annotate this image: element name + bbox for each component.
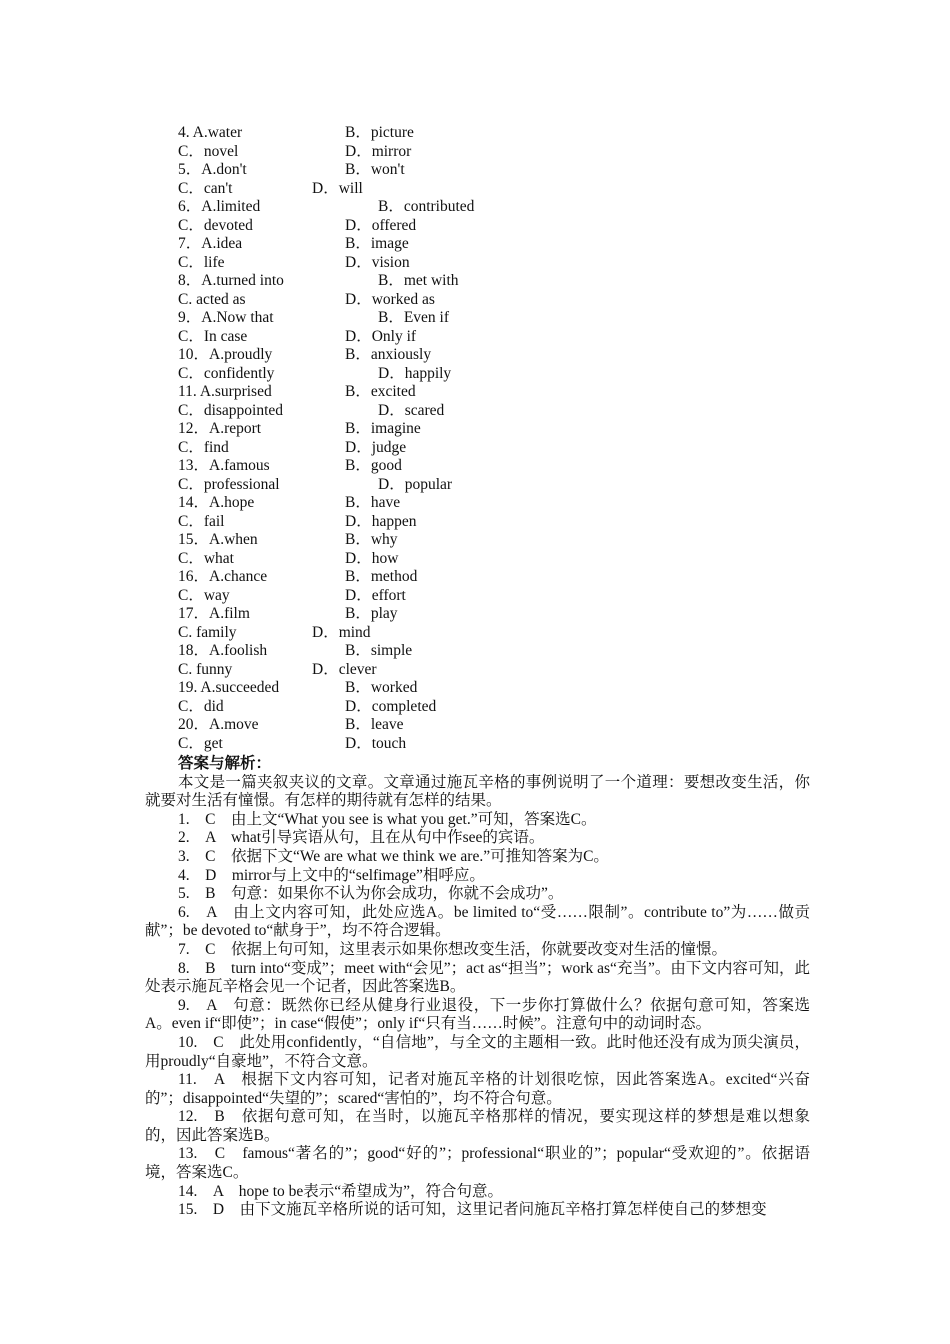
answer-item: 1. C 由上文“What you see is what you get.”可知，答案选C。: [178, 810, 597, 828]
option-left: 5．A.don't: [178, 161, 247, 178]
option-right: D．completed: [345, 697, 437, 715]
option-left: 9．A.Now that: [178, 309, 274, 326]
option-left: 19. A.succeeded: [178, 679, 280, 696]
option-row: [178, 309, 578, 328]
answer-item: 8. B turn into“变成”；meet with“会见”；act as“担当”；work as“充当”。由下文内容可知，此处表示施瓦辛格会见一个记者，因此答案选B。: [145, 959, 810, 996]
option-right: B．won't: [345, 161, 405, 178]
option-right: D．will: [312, 179, 363, 197]
answer-item: 10. C 此处用confidently，“自信地”，与全文的主题相一致。此时他还没有成为顶尖演员，用proudly“自豪地”，不符合文意。: [145, 1033, 810, 1070]
option-row: [178, 716, 578, 735]
option-row: [178, 346, 578, 365]
option-right: D．Only if: [345, 327, 417, 345]
answer-item: 13. C famous“著名的”；good“好的”；professional“职业的”；popular“受欢迎的”。依据语境，答案选C。: [145, 1145, 810, 1182]
option-row: [178, 531, 578, 550]
answer-item: 9. A 句意：既然你已经从健身行业退役，下一步你打算做什么？依据句意可知，答案选A。even if“即使”；in case“假使”；only if“只有当……时候”。注意句中的动词时态。: [145, 996, 810, 1033]
option-left: 7．A.idea: [178, 235, 243, 252]
answer-item: 6. A 由上文内容可知，此处应选A。be limited to“受……限制”。contribute to”为……做贡献”；be devoted to“献身于”，均不符合逻辑。: [145, 903, 810, 940]
option-left: C．find: [178, 438, 229, 456]
option-right: D．worked as: [345, 290, 435, 308]
option-row: [178, 476, 578, 495]
option-left: 6．A.limited: [178, 198, 261, 215]
option-left: 16．A.chance: [178, 568, 268, 585]
option-left: 17．A.film: [178, 605, 250, 622]
answer-item: 14. A hope to be表示“希望成为”，符合句意。: [178, 1182, 504, 1200]
answer-item: 3. C 依据下文“We are what we think we are.”可推知答案为C。: [178, 847, 609, 865]
option-right: D．happen: [345, 512, 417, 530]
answer-item: 2. A what引导宾语从句，且在从句中作see的宾语。: [178, 829, 545, 847]
option-left: C. acted as: [178, 290, 246, 308]
option-row: [178, 661, 578, 680]
option-right: B．method: [345, 568, 418, 585]
option-row: [178, 642, 578, 661]
option-left: C．devoted: [178, 216, 253, 234]
answer-item: 15. D 由下文施瓦辛格所说的话可知，这里记者问施瓦辛格打算怎样使自己的梦想变: [178, 1201, 767, 1219]
option-left: C．get: [178, 734, 223, 752]
answers-section: [145, 755, 810, 1220]
option-row: [178, 272, 578, 291]
option-left: 4. A.water: [178, 124, 243, 141]
option-row: [178, 328, 578, 347]
answers-heading: 答案与解析：: [178, 755, 272, 772]
option-row: [178, 439, 578, 458]
option-right: D．mirror: [345, 142, 412, 160]
option-left: C．In case: [178, 327, 248, 345]
options-list: [178, 124, 578, 753]
option-right: B．simple: [345, 642, 413, 659]
option-left: C．life: [178, 253, 225, 271]
option-left: C．disappointed: [178, 401, 284, 419]
option-right: B．image: [345, 235, 409, 252]
option-left: 8．A.turned into: [178, 272, 284, 289]
option-row: [178, 735, 578, 754]
option-right: D．touch: [345, 734, 407, 752]
option-right: B．have: [345, 494, 401, 511]
option-row: [178, 605, 578, 624]
option-left: C．novel: [178, 142, 239, 160]
option-left: C．confidently: [178, 364, 275, 382]
option-right: B．worked: [345, 679, 418, 696]
answer-item: 11. A 根据下文内容可知，记者对施瓦辛格的计划很吃惊，因此答案选A。excited“兴奋的”；disappointed“失望的”；scared“害怕的”，均不符合句意。: [145, 1071, 810, 1107]
option-right: D．popular: [378, 475, 453, 493]
option-left: 10．A.proudly: [178, 346, 273, 363]
option-row: [178, 587, 578, 606]
option-row: [178, 124, 578, 143]
option-right: D．happily: [378, 364, 452, 382]
option-right: D．vision: [345, 253, 410, 271]
option-left: 14．A.hope: [178, 494, 255, 511]
option-right: B．leave: [345, 716, 404, 733]
option-left: C．did: [178, 697, 224, 715]
option-left: 12．A.report: [178, 420, 262, 437]
option-row: [178, 513, 578, 532]
option-row: [178, 420, 578, 439]
option-right: B．Even if: [378, 309, 450, 326]
option-left: 20．A.move: [178, 716, 259, 733]
option-right: D．clever: [312, 660, 377, 678]
option-right: B．play: [345, 605, 398, 622]
option-row: [178, 457, 578, 476]
option-right: B．picture: [345, 124, 414, 141]
option-left: C．can't: [178, 179, 233, 197]
option-right: B．anxiously: [345, 346, 432, 363]
option-left: 15．A.when: [178, 531, 258, 548]
answer-item: 4. D mirror与上文中的“selfimage”相呼应。: [178, 866, 485, 884]
option-right: B．contributed: [378, 198, 475, 215]
option-left: 11. A.surprised: [178, 383, 272, 400]
option-left: 18．A.foolish: [178, 642, 268, 659]
option-row: [178, 624, 578, 643]
option-row: [178, 143, 578, 162]
option-row: [178, 254, 578, 273]
option-right: B．imagine: [345, 420, 421, 437]
option-right: B．why: [345, 531, 398, 548]
option-right: B．good: [345, 457, 402, 474]
answer-item: 12. B 依据句意可知，在当时，以施瓦辛格那样的情况，要实现这样的梦想是难以想象的，因此答案选B。: [145, 1108, 810, 1144]
answer-item: 5. B 句意：如果你不认为你会成功，你就不会成功”。: [178, 885, 564, 903]
answer-items: [145, 811, 810, 1220]
answer-item: 7. C 依据上句可知，这里表示如果你想改变生活，你就要改变对生活的憧憬。: [178, 940, 727, 958]
answers-intro: 本文是一篇夹叙夹议的文章。文章通过施瓦辛格的事例说明了一个道理：要想改变生活，你就要对生活有憧憬。有怎样的期待就有怎样的结果。: [145, 773, 810, 810]
option-left: C. funny: [178, 660, 233, 678]
option-right: D．scared: [378, 401, 445, 419]
option-right: D．how: [345, 549, 399, 567]
option-right: D．effort: [345, 586, 406, 604]
option-left: C．fail: [178, 512, 225, 530]
option-right: B．excited: [345, 383, 416, 400]
option-right: D．judge: [345, 438, 407, 456]
option-left: C. family: [178, 623, 237, 641]
option-row: [178, 402, 578, 421]
option-left: C．professional: [178, 475, 280, 493]
option-row: [178, 235, 578, 254]
option-right: D．offered: [345, 216, 417, 234]
option-row: [178, 383, 578, 402]
option-row: [178, 180, 578, 199]
option-right: B．met with: [378, 272, 459, 289]
option-row: [178, 365, 578, 384]
option-left: C．way: [178, 586, 230, 604]
option-right: D．mind: [312, 623, 371, 641]
option-row: [178, 291, 578, 310]
option-row: [178, 494, 578, 513]
option-row: [178, 568, 578, 587]
option-row: [178, 698, 578, 717]
option-left: C．what: [178, 549, 234, 567]
option-row: [178, 679, 578, 698]
option-row: [178, 217, 578, 236]
option-row: [178, 550, 578, 569]
option-row: [178, 161, 578, 180]
option-row: [178, 198, 578, 217]
option-left: 13．A.famous: [178, 457, 270, 474]
